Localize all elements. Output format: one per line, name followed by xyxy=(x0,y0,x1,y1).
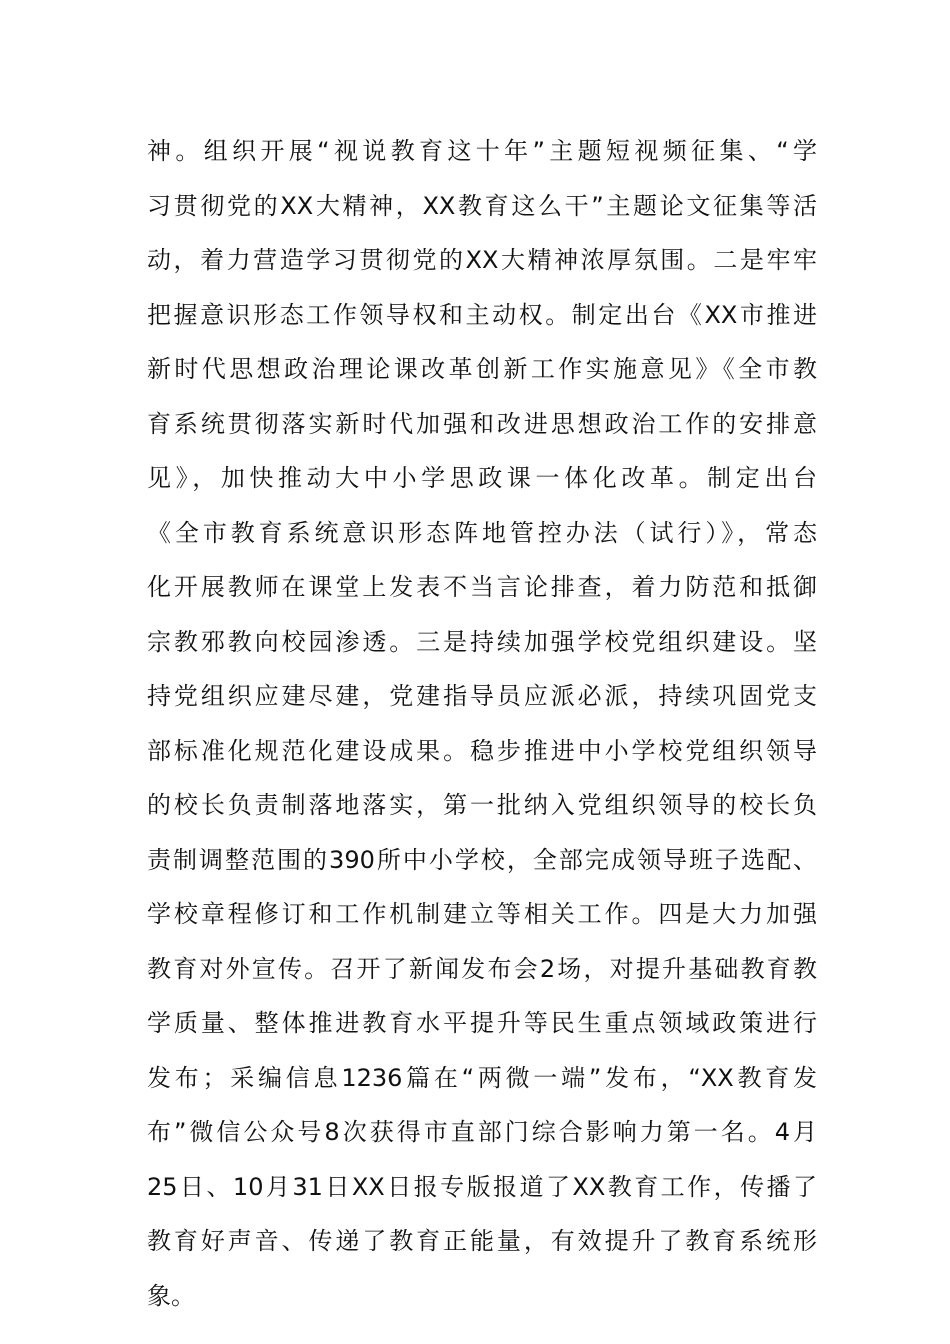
text-line: 持党组织应建尽建，党建指导员应派必派，持续巩固党支 xyxy=(147,682,817,710)
body-paragraph xyxy=(147,124,817,1323)
text-line: 的校长负责制落地落实，第一批纳入党组织领导的校长负 xyxy=(147,791,817,819)
text-line: 责制调整范围的390所中小学校，全部完成领导班子选配、 xyxy=(147,845,817,874)
text-line: 学质量、整体推进教育水平提升等民生重点领域政策进行 xyxy=(147,1009,817,1037)
text-line: 神。组织开展“视说教育这十年”主题短视频征集、“学 xyxy=(147,137,817,165)
text-line: 新时代思想政治理论课改革创新工作实施意见》《全市教 xyxy=(147,355,817,383)
text-line: 《全市教育系统意识形态阵地管控办法（试行）》，常态 xyxy=(147,518,817,547)
text-line: 教育好声音、传递了教育正能量，有效提升了教育系统形 xyxy=(147,1227,817,1255)
text-line: 布”微信公众号8次获得市直部门综合影响力第一名。4月 xyxy=(147,1118,817,1146)
text-line: 见》，加快推动大中小学思政课一体化改革。制定出台 xyxy=(147,464,817,492)
text-line: 发布；采编信息1236篇在“两微一端”发布，“XX教育发 xyxy=(147,1063,817,1092)
text-line: 象。 xyxy=(147,1281,195,1310)
text-line: 部标准化规范化建设成果。稳步推进中小学校党组织领导 xyxy=(147,736,817,765)
text-line: 习贯彻党的XX大精神，XX教育这么干”主题论文征集等活 xyxy=(147,191,817,220)
text-line: 动，着力营造学习贯彻党的XX大精神浓厚氛围。二是牢牢 xyxy=(147,246,817,274)
text-line: 教育对外宣传。召开了新闻发布会2场，对提升基础教育教 xyxy=(147,954,817,983)
text-line: 宗教邪教向校园渗透。三是持续加强学校党组织建设。坚 xyxy=(147,627,817,656)
text-line: 化开展教师在课堂上发表不当言论排查，着力防范和抵御 xyxy=(147,573,817,601)
text-line: 25日、10月31日XX日报专版报道了XX教育工作，传播了 xyxy=(147,1172,817,1201)
text-line: 学校章程修订和工作机制建立等相关工作。四是大力加强 xyxy=(147,900,817,928)
text-line: 育系统贯彻落实新时代加强和改进思想政治工作的安排意 xyxy=(147,409,817,438)
text-line: 把握意识形态工作领导权和主动权。制定出台《XX市推进 xyxy=(147,300,817,329)
